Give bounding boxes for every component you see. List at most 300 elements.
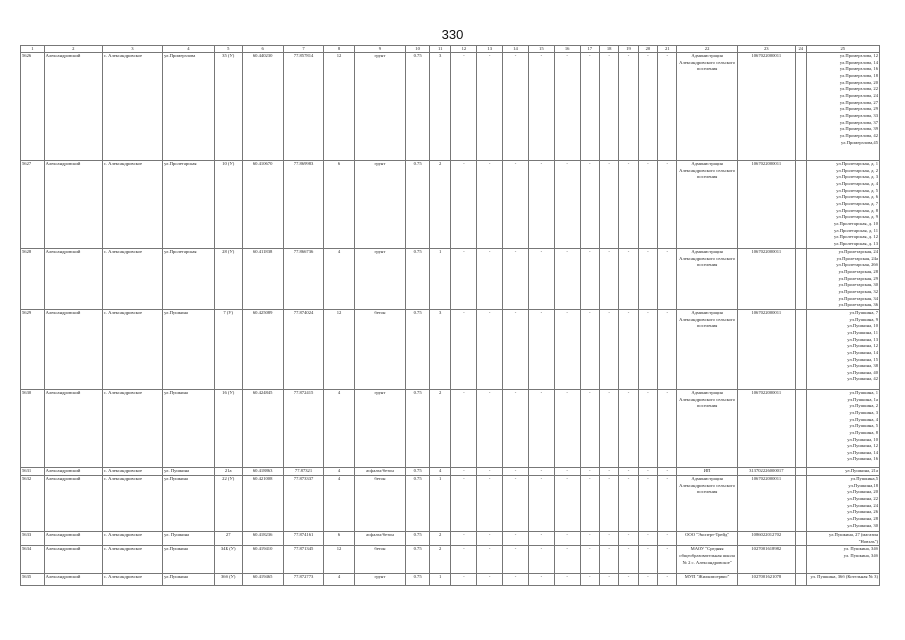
cell-area: 0.75 (406, 249, 430, 310)
cell-dash: - (599, 161, 618, 249)
cell-dash: - (658, 249, 677, 310)
cell-n: 1 (429, 574, 451, 586)
cell-ogrn: 1067022000011 (737, 475, 795, 531)
cell-village: с. Александровское (102, 574, 162, 586)
table-row (21, 546, 880, 574)
cell-street: ул.Пушкина (163, 475, 215, 531)
source-address: ул.Пушкина, 38 (847, 363, 878, 369)
cell-area: 0.75 (406, 389, 430, 467)
cell-surface: бетон (354, 309, 406, 389)
cell-dash: - (658, 161, 677, 249)
source-address: ул.Пушкина, 12 (847, 443, 878, 449)
source-address: ул.Промерзлова, 22 (839, 86, 878, 92)
source-address: ул.Пушкина, 11 (847, 329, 878, 335)
cell-lat: 60.419465 (242, 574, 283, 586)
source-address: ул.Пролетарская, д. 3 (836, 174, 878, 180)
cell-empty (795, 574, 806, 586)
cell-area: 0.75 (406, 546, 430, 574)
cell-dash: - (580, 389, 599, 467)
cell-surface: бетон (354, 475, 406, 531)
column-number: 20 (638, 46, 657, 53)
cell-dash: - (528, 161, 554, 249)
cell-house: 16 (У) (214, 389, 242, 467)
source-address: ул. Пушкина, 36б (Котельная № 3) (810, 574, 878, 580)
cell-dash: - (451, 467, 477, 475)
cell-ogrn: 1067022000011 (737, 161, 795, 249)
cell-sources (806, 309, 879, 389)
cell-street: ул.Пушкина (163, 389, 215, 467)
cell-street: ул.Пушкина (163, 309, 215, 389)
column-number: 14 (503, 46, 529, 53)
table-row (21, 161, 880, 249)
cell-street: ул.Пролетарская (163, 161, 215, 249)
cell-street: ул.Пролетарская (163, 249, 215, 310)
cell-id: 5629 (21, 309, 45, 389)
cell-area: 0.75 (406, 475, 430, 531)
cell-dash: - (528, 309, 554, 389)
cell-surface: грунт (354, 249, 406, 310)
cell-dash: - (619, 309, 638, 389)
source-address: ул. Пушкина, 34б (843, 552, 878, 558)
column-number: 25 (806, 46, 879, 53)
table-row (21, 53, 880, 161)
cell-area: 0.75 (406, 574, 430, 586)
cell-cnt: 4 (324, 475, 354, 531)
cell-owner: Администрация Александровского сельского поселения (677, 389, 737, 467)
source-address: ул.Пушкина, 8 (849, 429, 878, 435)
cell-empty (795, 389, 806, 467)
source-address: ул.Пушкина, 28 (847, 515, 878, 521)
cell-dash: - (619, 161, 638, 249)
cell-dash: - (477, 475, 503, 531)
cell-dash: - (528, 574, 554, 586)
source-address: ул.Пролетарская, д. 9 (836, 214, 878, 220)
column-number: 12 (451, 46, 477, 53)
column-number: 16 (554, 46, 580, 53)
cell-settlement: Александровский (44, 53, 102, 161)
column-number: 1 (21, 46, 45, 53)
cell-cnt: 12 (324, 309, 354, 389)
cell-dash: - (477, 574, 503, 586)
cell-ogrn: 1027001618982 (737, 546, 795, 574)
column-number: 15 (528, 46, 554, 53)
cell-dash: - (580, 467, 599, 475)
cell-surface: асфальт/бетон (354, 531, 406, 545)
cell-dash: - (619, 249, 638, 310)
cell-village: с. Александровское (102, 309, 162, 389)
source-address: ул.Пушкина, 2 (849, 403, 878, 409)
cell-lon: 77.869983 (283, 161, 324, 249)
cell-dash: - (554, 389, 580, 467)
cell-ogrn: 1067022000011 (737, 309, 795, 389)
cell-dash: - (528, 467, 554, 475)
cell-id: 5628 (21, 249, 45, 310)
cell-dash: - (503, 531, 529, 545)
cell-dash: - (599, 546, 618, 574)
source-address: ул.Пушкина, 9 (849, 316, 878, 322)
cell-village: с. Александровское (102, 161, 162, 249)
cell-dash: - (477, 249, 503, 310)
cell-dash: - (451, 53, 477, 161)
cell-dash: - (451, 475, 477, 531)
cell-lon: 77.873337 (283, 475, 324, 531)
cell-empty (795, 546, 806, 574)
cell-settlement: Александровский (44, 475, 102, 531)
table-row (21, 389, 880, 467)
cell-settlement: Александровский (44, 249, 102, 310)
cell-dash: - (451, 574, 477, 586)
cell-dash: - (658, 467, 677, 475)
cell-dash: - (658, 574, 677, 586)
cell-id: 5633 (21, 531, 45, 545)
cell-lat: 60.425089 (242, 309, 283, 389)
cell-n: 1 (429, 475, 451, 531)
cell-dash: - (477, 161, 503, 249)
cell-dash: - (580, 309, 599, 389)
column-number: 21 (658, 46, 677, 53)
cell-ogrn: 1086022012702 (737, 531, 795, 545)
cell-empty (795, 161, 806, 249)
cell-village: с. Александровское (102, 531, 162, 545)
cell-cnt: 6 (324, 531, 354, 545)
source-address: ул.Пушкина, 3 (849, 409, 878, 415)
cell-lon: 77.872773 (283, 574, 324, 586)
cell-cnt: 6 (324, 161, 354, 249)
cell-dash: - (528, 249, 554, 310)
cell-sources (806, 249, 879, 310)
cell-street: ул.Пушкина (163, 546, 215, 574)
source-address: ул.Пушкина, 10 (847, 436, 878, 442)
cell-dash: - (599, 53, 618, 161)
cell-surface: грунт (354, 574, 406, 586)
cell-village: с. Александровское (102, 475, 162, 531)
cell-dash: - (477, 467, 503, 475)
cell-lon: 77.874161 (283, 531, 324, 545)
cell-area: 0.75 (406, 309, 430, 389)
column-number: 13 (477, 46, 503, 53)
source-address: ул.Пушкина,18 (848, 482, 878, 488)
source-address: ул.Пролетарская, 36 (838, 302, 878, 308)
cell-cnt: 4 (324, 389, 354, 467)
cell-n: 2 (429, 546, 451, 574)
cell-dash: - (619, 546, 638, 574)
cell-area: 0.75 (406, 531, 430, 545)
source-address: ул.Промерзлова, 12 (839, 53, 878, 58)
cell-cnt: 4 (324, 574, 354, 586)
cell-id: 5630 (21, 389, 45, 467)
cell-dash: - (599, 475, 618, 531)
source-address: ул.Пролетарская, д. 5 (836, 187, 878, 193)
cell-settlement: Александровский (44, 531, 102, 545)
cell-surface: асфальт/бетон (354, 467, 406, 475)
cell-dash: - (619, 389, 638, 467)
cell-dash: - (619, 574, 638, 586)
cell-house: 34Б (У) (214, 546, 242, 574)
cell-dash: - (658, 309, 677, 389)
cell-dash: - (599, 467, 618, 475)
cell-settlement: Александровский (44, 574, 102, 586)
cell-surface: бетон (354, 546, 406, 574)
cell-sources (806, 546, 879, 574)
column-number: 3 (102, 46, 162, 53)
cell-dash: - (528, 475, 554, 531)
table-row (21, 574, 880, 586)
cell-dash: - (638, 389, 657, 467)
cell-house: 10 (У) (214, 161, 242, 249)
source-address: "Новэль") (858, 538, 878, 544)
cell-sources (806, 467, 879, 475)
cell-cnt: 4 (324, 249, 354, 310)
cell-n: 2 (429, 161, 451, 249)
cell-dash: - (599, 574, 618, 586)
cell-dash: - (554, 161, 580, 249)
cell-settlement: Александровский (44, 389, 102, 467)
cell-cnt: 12 (324, 546, 354, 574)
source-address: ул.Пролетарская, 29 (838, 275, 878, 281)
cell-dash: - (638, 546, 657, 574)
cell-dash: - (658, 53, 677, 161)
cell-area: 0.75 (406, 161, 430, 249)
cell-dash: - (580, 574, 599, 586)
cell-owner: МАОУ "Средняя общеобразовательная школа № 2 с. Александровское" (677, 546, 737, 574)
cell-id: 5631 (21, 467, 45, 475)
cell-owner: Администрация Александровского сельского поселения (677, 309, 737, 389)
cell-dash: - (580, 161, 599, 249)
cell-dash: - (599, 309, 618, 389)
cell-dash: - (503, 475, 529, 531)
page-number: 330 (441, 27, 464, 42)
cell-street: ул.Пушкина (163, 574, 215, 586)
source-address: ул.Пролетарская, д. 6 (836, 194, 878, 200)
cell-surface: грунт (354, 53, 406, 161)
cell-lat: 60.419410 (242, 546, 283, 574)
source-address: ул.Промерзлова, 20 (839, 79, 878, 85)
source-address: ул.Пушкина, 27 (магазин (828, 531, 878, 537)
cell-settlement: Александровский (44, 467, 102, 475)
cell-id: 5635 (21, 574, 45, 586)
table-row (21, 475, 880, 531)
source-address: ул.Пролетарская, д. 2 (836, 167, 878, 173)
cell-dash: - (477, 389, 503, 467)
registry-table (20, 45, 880, 586)
source-address: ул.Пушкина, 15 (847, 356, 878, 362)
cell-ogrn: 1067022000011 (737, 389, 795, 467)
cell-id: 5634 (21, 546, 45, 574)
cell-dash: - (599, 531, 618, 545)
source-address: ул.Пролетарская, д. 1 (836, 161, 878, 166)
cell-dash: - (658, 475, 677, 531)
source-address: ул.Пролетарская, д. 10 (834, 220, 878, 226)
source-address: ул.Пролетарская, 30 (838, 282, 878, 288)
cell-village: с. Александровское (102, 546, 162, 574)
table-row (21, 467, 880, 475)
column-number: 5 (214, 46, 242, 53)
cell-house: 21а (214, 467, 242, 475)
table-row (21, 309, 880, 389)
cell-dash: - (638, 467, 657, 475)
cell-dash: - (451, 531, 477, 545)
cell-dash: - (638, 161, 657, 249)
cell-street: ул. Пушкина (163, 467, 215, 475)
cell-empty (795, 531, 806, 545)
cell-lon: 77.872415 (283, 389, 324, 467)
cell-dash: - (580, 531, 599, 545)
cell-village: с. Александровское (102, 389, 162, 467)
cell-settlement: Александровский (44, 309, 102, 389)
cell-lat: 60.424845 (242, 389, 283, 467)
cell-dash: - (580, 546, 599, 574)
cell-house: 36б (У) (214, 574, 242, 586)
column-number: 9 (354, 46, 406, 53)
cell-settlement: Александровский (44, 161, 102, 249)
cell-dash: - (503, 161, 529, 249)
column-number: 2 (44, 46, 102, 53)
cell-dash: - (528, 389, 554, 467)
column-number: 24 (795, 46, 806, 53)
cell-dash: - (638, 249, 657, 310)
cell-ogrn: 1067022000011 (737, 249, 795, 310)
cell-sources (806, 531, 879, 545)
cell-owner: Администрация Александровского сельского поселения (677, 161, 737, 249)
cell-dash: - (619, 467, 638, 475)
source-address: ул.Пушкина, 30 (847, 522, 878, 528)
cell-dash: - (580, 475, 599, 531)
column-number: 22 (677, 46, 737, 53)
cell-dash: - (658, 546, 677, 574)
cell-id: 5626 (21, 53, 45, 161)
cell-dash: - (599, 389, 618, 467)
cell-dash: - (554, 475, 580, 531)
cell-lat: 60.411838 (242, 249, 283, 310)
cell-dash: - (451, 309, 477, 389)
cell-dash: - (619, 475, 638, 531)
cell-area: 0.75 (406, 467, 430, 475)
cell-dash: - (451, 389, 477, 467)
cell-street: ул. Пушкина (163, 531, 215, 545)
cell-dash: - (477, 53, 503, 161)
cell-sources (806, 389, 879, 467)
cell-lon: 77.857814 (283, 53, 324, 161)
column-number: 8 (324, 46, 354, 53)
source-address: ул.Пролетарская, 28 (838, 268, 878, 274)
cell-dash: - (451, 161, 477, 249)
cell-n: 1 (429, 249, 451, 310)
cell-n: 2 (429, 531, 451, 545)
source-address: ул.Пролетарская, 24а (836, 255, 878, 261)
cell-owner: Администрация Александровского сельского поселения (677, 53, 737, 161)
source-address: ул.Пушкина, 1 (849, 389, 878, 395)
cell-settlement: Александровский (44, 546, 102, 574)
cell-owner: ООО "Эксперт-Трейд" (677, 531, 737, 545)
cell-cnt: 12 (324, 53, 354, 161)
cell-dash: - (503, 389, 529, 467)
cell-lat: 60.440230 (242, 53, 283, 161)
cell-street: ул.Промерзлова (163, 53, 215, 161)
cell-sources (806, 475, 879, 531)
cell-dash: - (503, 249, 529, 310)
cell-dash: - (477, 531, 503, 545)
cell-dash: - (528, 53, 554, 161)
cell-empty (795, 249, 806, 310)
cell-lon: 77.874024 (283, 309, 324, 389)
cell-dash: - (638, 574, 657, 586)
source-address: ул.Промерзлова, 18 (839, 72, 878, 78)
cell-dash: - (503, 574, 529, 586)
cell-ogrn: 1067022000011 (737, 53, 795, 161)
cell-empty (795, 53, 806, 161)
cell-dash: - (638, 475, 657, 531)
cell-dash: - (477, 309, 503, 389)
source-address: ул.Промерзлова, 37 (839, 119, 878, 125)
source-address: ул.Пушкина, 42 (847, 376, 878, 382)
source-address: ул.Пролетарская, д. 11 (834, 227, 878, 233)
cell-dash: - (580, 53, 599, 161)
source-address: ул.Пушкина, 7 (849, 309, 878, 315)
source-address: ул.Пролетарская, 32 (838, 288, 878, 294)
source-address: ул. Пушкина, 34б (843, 546, 878, 552)
cell-dash: - (554, 53, 580, 161)
cell-surface: грунт (354, 389, 406, 467)
cell-id: 5627 (21, 161, 45, 249)
cell-lat: 60.421008 (242, 475, 283, 531)
source-address: ул.Пушкина, 1а (847, 396, 878, 402)
cell-house: 35 (У) (214, 53, 242, 161)
cell-dash: - (554, 467, 580, 475)
source-address: ул.Промерзлова, 27 (839, 99, 878, 105)
source-address: ул.Промерзлова, 24 (839, 92, 878, 98)
cell-lon: 77.871345 (283, 546, 324, 574)
source-address: ул.Пушкина, 26 (847, 509, 878, 515)
cell-cnt: 4 (324, 467, 354, 475)
cell-dash: - (619, 531, 638, 545)
column-number: 11 (429, 46, 451, 53)
cell-dash: - (554, 309, 580, 389)
cell-empty (795, 467, 806, 475)
cell-surface: грунт (354, 161, 406, 249)
cell-n: 4 (429, 467, 451, 475)
cell-lon: 77.866736 (283, 249, 324, 310)
cell-dash: - (638, 309, 657, 389)
cell-ogrn: 313702226000017 (737, 467, 795, 475)
source-address: ул.Пролетарская, д. 7 (836, 200, 878, 206)
cell-village: с. Александровское (102, 53, 162, 161)
source-address: ул.Промерзлова, 16 (839, 66, 878, 72)
cell-lat: 60.418863 (242, 467, 283, 475)
table-row (21, 249, 880, 310)
cell-id: 5632 (21, 475, 45, 531)
source-address: ул.Пушкина, 16 (847, 456, 878, 462)
cell-sources (806, 53, 879, 161)
cell-dash: - (619, 53, 638, 161)
cell-n: 3 (429, 309, 451, 389)
cell-dash: - (528, 546, 554, 574)
source-address: ул.Пролетарская, д. 4 (836, 180, 878, 186)
cell-house: 28 (У) (214, 249, 242, 310)
cell-dash: - (658, 531, 677, 545)
source-address: ул.Промерзлова, 29 (839, 106, 878, 112)
source-address: ул.Пушкина, 4 (849, 416, 878, 422)
cell-village: с. Александровское (102, 249, 162, 310)
source-address: ул.Пушкина, 14 (847, 449, 878, 455)
cell-lat: 60.418236 (242, 531, 283, 545)
cell-house: 22 (У) (214, 475, 242, 531)
cell-dash: - (528, 531, 554, 545)
cell-dash: - (503, 467, 529, 475)
source-address: ул.Промерзлова, 14 (839, 59, 878, 65)
cell-owner: МУП "Жилкомсервис" (677, 574, 737, 586)
column-number: 6 (242, 46, 283, 53)
column-number: 17 (580, 46, 599, 53)
